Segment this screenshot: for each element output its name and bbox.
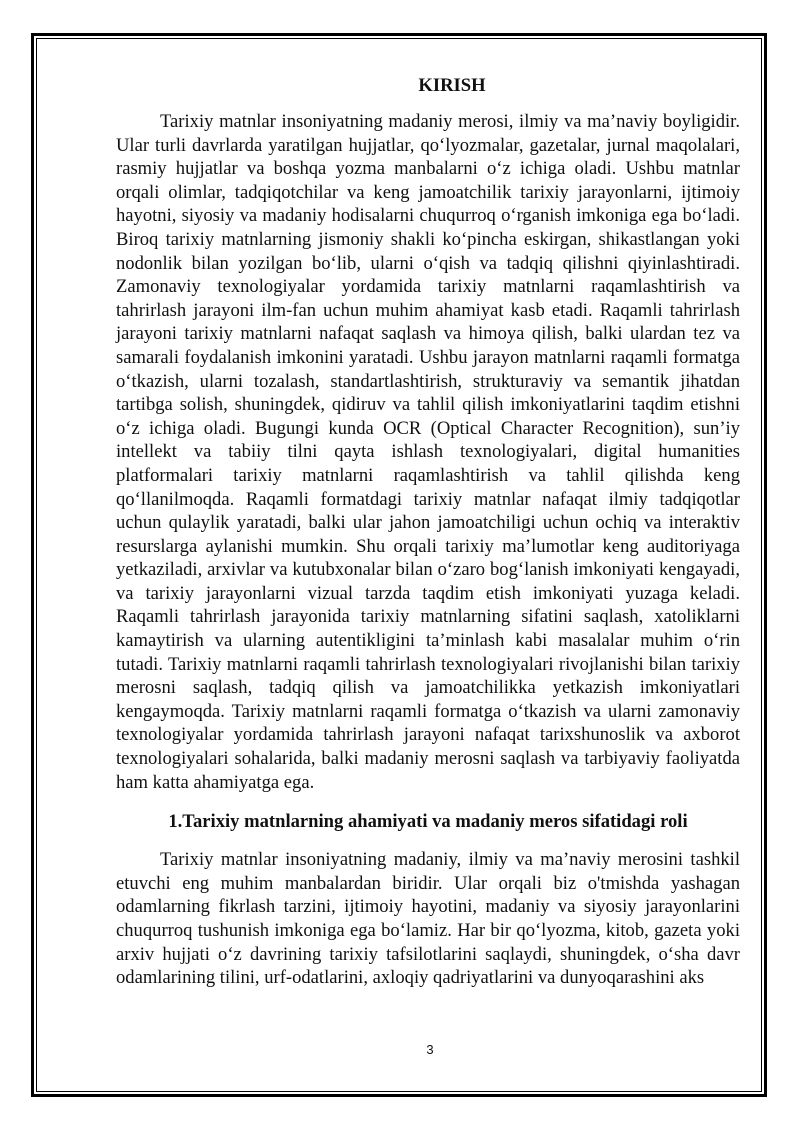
intro-paragraph: Tarixiy matnlar insoniyatning madaniy merosi, ilmiy va ma’naviy boyligidir. Ular turli davrlarda yaratilgan hujjatlar, qo‘lyozmalar, gazetalar, jurnal maqolalari, rasmiy hujjatlar va boshqa yozma manbalarni o‘z ichiga oladi. Ushbu matnlar orqali olimlar, tadqiqotchilar va keng jamoatchilik tarixiy jarayonlarni, ijtimoiy hayotni, siyosiy va madaniy hodisalarni chuqurroq o‘rganish imkoniga ega bo‘ladi. Biroq tarixiy matnlarning jismoniy shakli ko‘pincha eskirgan, shikastlangan yoki nodonlik bilan yozilgan bo‘lib, ularni o‘qish va tadqiq qilishni qiyinlashtiradi. Zamonaviy texnologiyalar yordamida tarixiy matnlarni raqamlashtirish va tahrirlash jarayoni ilm-fan uchun muhim ahamiyat kasb etadi. Raqamli tahrirlash jarayoni tarixiy matnlarni nafaqat saqlash va himoya qilish, balki ulardan tez va samarali foydalanish imkonini yaratadi. Ushbu jarayon matnlarni raqamli formatga o‘tkazish, ularni tozalash, standartlashtirish, strukturaviy va semantik jihatdan tartibga solish, shuningdek, qidiruv va tahlil qilish imkoniyatlarini taqdim etishni o‘z ichiga oladi. Bugungi kunda OCR (Optical Character Recognition), sun’iy intellekt va tabiiy tilni qayta ishlash texnologiyalari, digital humanities platformalari tarixiy matnlarni raqamlashtirish va tahlil qilishda keng qo‘llanilmoqda. Raqamli formatdagi tarixiy matnlar nafaqat ilmiy tadqiqotlar uchun qulaylik yaratadi, balki ular jahon jamoatchiligi uchun ochiq va interaktiv resurslarga aylanishi mumkin. Shu orqali tarixiy ma’lumotlar keng auditoriyaga yetkaziladi, arxivlar va kutubxonalar bilan o‘zaro bog‘lanish imkoniyati kengayadi, va tarixiy jarayonlarni vizual tarzda taqdim etish imkoniyati yuzaga keladi. Raqamli tahrirlash jarayonida tarixiy matnlarning sifatini saqlash, xatoliklarni kamaytirish va ularning autentikligini ta’minlash kabi masalalar muhim o‘rin tutadi. Tarixiy matnlarni raqamli tahrirlash texnologiyalari rivojlanishi bilan tarixiy merosni saqlash, tadqiq qilish va jamoatchilikka yetkazish imkoniyatlari kengaymoqda. Tarixiy matnlarni raqamli formatga o‘tkazish va ularni zamonaviy texnologiyalar yordamida tahrirlash jarayoni nafaqat tarixshunoslik va axborot texnologiyalari sohalarida, balki madaniy merosni saqlash va tarbiyaviy faoliyatda ham katta ahamiyatga ega. [116, 111, 740, 793]
page-content [116, 72, 740, 990]
section-paragraph: Tarixiy matnlar insoniyatning madaniy, ilmiy va ma’naviy merosini tashkil etuvchi eng muhim manbalardan biridir. Ular orqali biz o'tmishda yashagan odamlarning fikrlash tarzini, ijtimoiy hayotini, madaniy va siyosiy jarayonlarini chuqurroq tushunish imkoniga ega bo‘lamiz. Har bir qo‘lyozma, kitob, gazeta yoki arxiv hujjati o‘z davrining tarixiy tafsilotlarini saqlaydi, shuningdek, o‘sha davr odamlarining tilini, urf-odatlarini, axloqiy qadriyatlarini va dunyoqarashini aks [116, 849, 740, 989]
page-number: 3 [426, 1042, 434, 1057]
document-title: KIRISH [418, 75, 486, 96]
section-heading: 1.Tarixiy matnlarning ahamiyati va madaniy meros sifatidagi roli [168, 811, 688, 833]
